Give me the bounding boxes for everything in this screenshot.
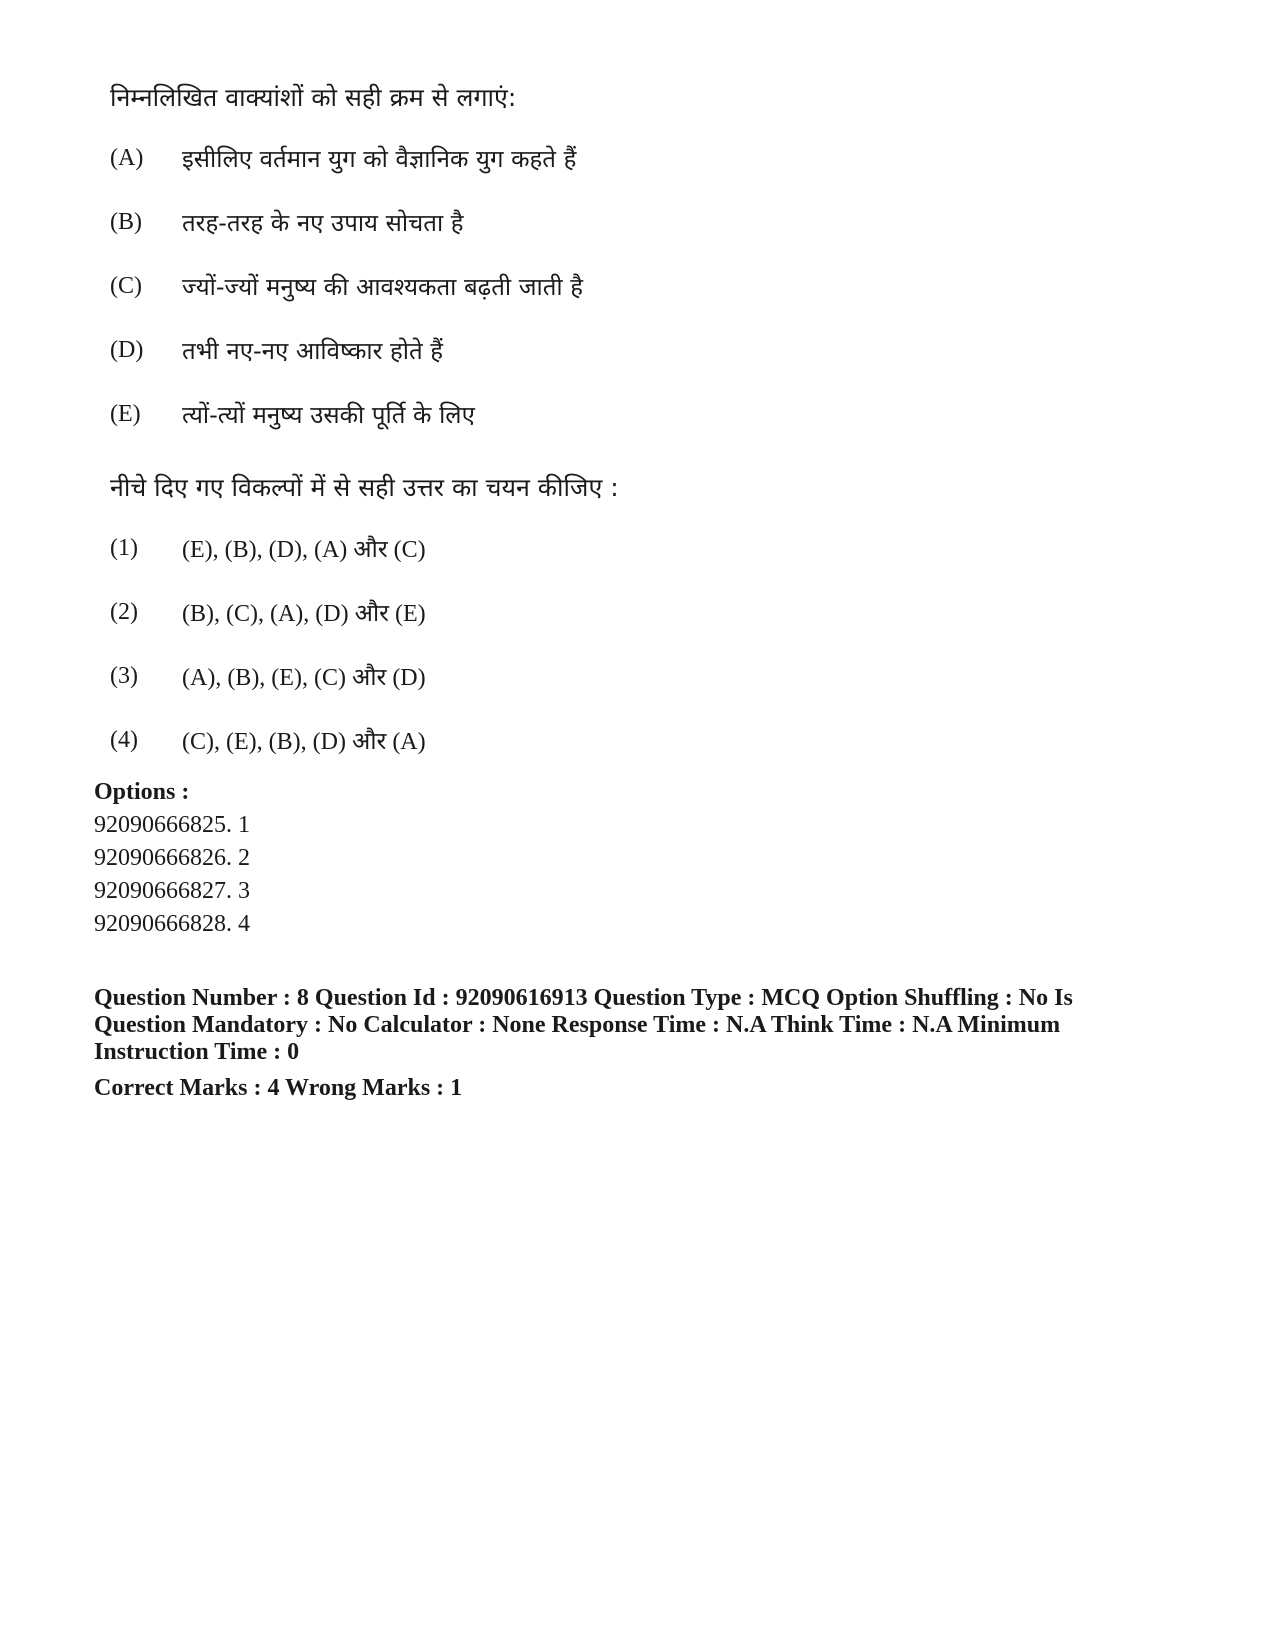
choice-row — [110, 720, 830, 760]
choice-text: (C), (E), (B), (D) और (A) — [182, 728, 426, 755]
statement-row — [110, 138, 830, 178]
option-item: 92090666827. 3 — [94, 878, 250, 904]
choices-prompt: नीचे दिए गए विकल्पों में से सही उत्तर का चयन कीजिए : — [110, 473, 619, 502]
statement-row — [110, 202, 830, 242]
choice-row — [110, 656, 830, 696]
choice-key: (4) — [110, 726, 138, 753]
options-heading: Options : — [94, 779, 190, 805]
statement-key: (D) — [110, 336, 144, 363]
choice-text: (E), (B), (D), (A) और (C) — [182, 536, 426, 563]
question-info: Question Number : 8 Question Id : 92090616913 Question Type : MCQ Option Shuffling : No Is Question Mandatory : No Calculator : None Response Time : N.A Think Time : N.A Minimum Instruction Time : 0 — [94, 985, 1073, 1065]
statement-row — [110, 394, 830, 434]
marks-info: Correct Marks : 4 Wrong Marks : 1 — [94, 1075, 463, 1101]
statement-text: इसीलिए वर्तमान युग को वैज्ञानिक युग कहते हैं — [182, 144, 577, 173]
choice-key: (2) — [110, 598, 138, 625]
choice-text: (B), (C), (A), (D) और (E) — [182, 600, 426, 627]
question-meta — [94, 776, 1094, 1105]
statement-text: त्यों-त्यों मनुष्य उसकी पूर्ति के लिए — [182, 400, 475, 429]
statement-key: (B) — [110, 208, 142, 235]
choice-row — [110, 528, 830, 568]
choice-row — [110, 592, 830, 632]
option-item: 92090666828. 4 — [94, 911, 250, 937]
choice-key: (1) — [110, 534, 138, 561]
choice-key: (3) — [110, 662, 138, 689]
statement-row — [110, 330, 830, 370]
statement-text: तभी नए-नए आविष्कार होते हैं — [182, 336, 444, 365]
question-instruction: निम्नलिखित वाक्यांशों को सही क्रम से लगाएं: — [110, 83, 517, 112]
statement-key: (E) — [110, 400, 141, 427]
statement-key: (A) — [110, 144, 144, 171]
choice-text: (A), (B), (E), (C) और (D) — [182, 664, 426, 691]
option-item: 92090666825. 1 — [94, 812, 250, 838]
statement-text: तरह-तरह के नए उपाय सोचता है — [182, 208, 464, 237]
statement-row — [110, 266, 830, 306]
question-image — [110, 78, 830, 784]
option-item: 92090666826. 2 — [94, 845, 250, 871]
statement-text: ज्यों-ज्यों मनुष्य की आवश्यकता बढ़ती जाती है — [182, 272, 584, 301]
statement-key: (C) — [110, 272, 142, 299]
